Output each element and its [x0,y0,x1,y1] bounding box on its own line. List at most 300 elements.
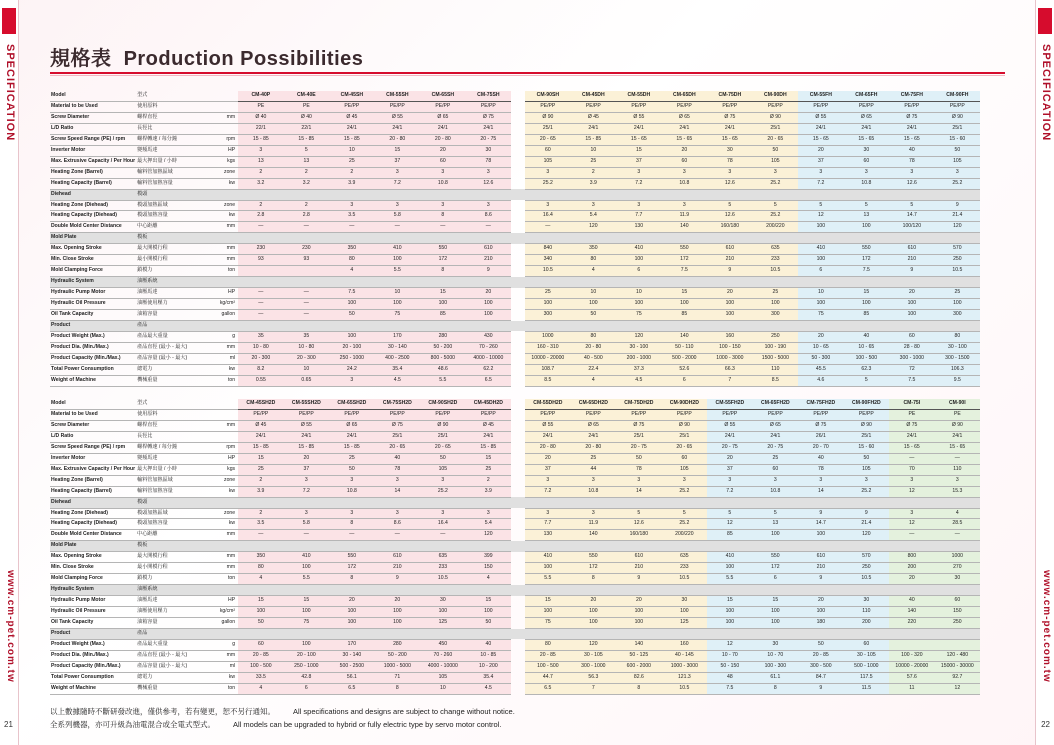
row-label-en: Min. Close Stroke [50,563,136,574]
row-label-zh: 變頻馬達 [136,453,208,464]
table-row [50,661,980,672]
table-row [50,596,980,607]
table-row [50,683,980,694]
row-label-zh: 螺桿轉速 / 每分鐘 [136,442,208,453]
model-header: CM-90FH2D [844,399,890,409]
spec-cell: 1000 [525,331,571,342]
model-header: CM-55SH2D [284,399,330,409]
column-gap [511,563,525,574]
spec-cell: 30 [466,145,512,156]
spec-cell [329,497,375,508]
row-label-zh: 油壓系統 [136,277,208,288]
spec-cell: 56.3 [571,672,617,683]
row-label-zh: 最小開模行程 [136,255,208,266]
spec-cell: 210 [375,563,421,574]
spec-cell [935,321,981,332]
spec-cell: 280 [375,639,421,650]
spec-cell: 78 [466,156,512,167]
spec-cell: 10.8 [662,178,708,189]
row-label-zh: 最大押出量 / 小時 [136,156,208,167]
row-label-zh: 產品容量 (最小 - 最大) [136,353,208,364]
spec-cell [238,277,284,288]
spec-cell: 100 [707,618,753,629]
spec-cell: 25 [329,453,375,464]
spec-cell: 150 [466,563,512,574]
spec-cell: 100 [284,607,330,618]
spec-cell: 1000 [935,552,981,563]
row-label-zh: 模頭 [136,189,208,200]
spec-cell: Ø 90 [935,420,981,431]
spec-cell: 20 [798,331,844,342]
spec-cell [753,585,799,596]
table-row [50,211,980,222]
table-row [50,310,980,321]
spec-cell: 10 [375,288,421,299]
column-gap [511,277,525,288]
spec-cell: Ø 90 [935,112,981,123]
row-unit: zone [208,167,238,178]
spec-cell: 20 - 85 [798,650,844,661]
spec-cell: 25 [935,288,981,299]
spec-cell [616,233,662,244]
spec-cell: 2 [238,475,284,486]
spec-cell: 20 - 100 [284,650,330,661]
spec-cell: 10000 - 20000 [889,661,935,672]
row-unit: kw [208,178,238,189]
spec-cell: 100 [571,299,617,310]
spec-cell: 100 [466,299,512,310]
table-row [50,222,980,233]
spec-cell: 12.6 [707,178,753,189]
spec-cell: — [525,222,571,233]
row-label-zh: 油壓使用壓力 [136,607,208,618]
spec-cell: 140 [662,222,708,233]
row-unit [208,585,238,596]
spec-cell: 172 [753,563,799,574]
spec-cell: 20 - 80 [571,442,617,453]
spec-cell: 12.6 [466,178,512,189]
spec-cell: 100 - 320 [889,650,935,661]
spec-cell: 610 [798,552,844,563]
model-header: CM-55FH [798,91,844,101]
spec-cell [375,233,421,244]
spec-cell: PE [889,409,935,420]
spec-cell: 4 [571,266,617,277]
page-number-right: 22 [1041,720,1050,729]
spec-cell [662,321,708,332]
spec-cell [662,497,708,508]
spec-cell: 57.6 [889,672,935,683]
spec-cell: 80 [238,563,284,574]
spec-cell: 15 - 85 [329,442,375,453]
spec-cell: 10.5 [525,266,571,277]
spec-cell: 6 [662,375,708,386]
table-row [50,399,980,409]
spec-cell [753,233,799,244]
row-label-en: Total Power Consumption [50,364,136,375]
spec-cell: 40 [889,596,935,607]
spec-cell: 5 [798,200,844,211]
spec-cell: 410 [525,552,571,563]
spec-cell: 12.6 [707,211,753,222]
spec-cell [466,541,512,552]
spec-cell: 20 [707,453,753,464]
spec-cell: 10 [571,145,617,156]
spec-cell: 300 [935,310,981,321]
spec-cell [284,541,330,552]
spec-cell [844,629,890,640]
spec-cell: 15 [844,288,890,299]
spec-cell: 10 - 70 [753,650,799,661]
spec-cell: 8 [375,683,421,694]
spec-cell: 105 [420,464,466,475]
model-header: CM-55FH2D [707,399,753,409]
spec-cell: 80 [329,255,375,266]
column-gap [511,639,525,650]
row-label-zh: 長徑比 [136,123,208,134]
spec-cell: 60 [662,453,708,464]
spec-cell: 12.6 [889,178,935,189]
row-label-en: Heating Capacity (Diehead) [50,519,136,530]
spec-cell: 20 [889,574,935,585]
spec-cell: 25/1 [753,123,799,134]
spec-cell: 14 [375,486,421,497]
spec-cell: 35.4 [375,364,421,375]
row-label-en: Mold Plate [50,233,136,244]
spec-cell: Ø 90 [420,420,466,431]
model-header: CM-65SH [420,91,466,101]
row-unit: kw [208,519,238,530]
spec-cell: 100 [616,607,662,618]
spec-cell: 15 [238,453,284,464]
spec-cell [571,189,617,200]
model-header: CM-40E [284,91,330,101]
spec-cell: 3 [571,508,617,519]
row-label-zh: 模板 [136,541,208,552]
spec-cell: 3 [375,508,421,519]
spec-cell [889,629,935,640]
spec-cell: 10.5 [662,683,708,694]
spec-cell: 80 [571,255,617,266]
spec-cell: 40 - 500 [571,353,617,364]
spec-cell: 24.2 [329,364,375,375]
table-row [50,420,980,431]
spec-cell: 3 [616,167,662,178]
table-row [50,519,980,530]
spec-cell: 15 - 85 [284,134,330,145]
spec-cell: 100 [662,299,708,310]
spec-cell: 233 [753,255,799,266]
spec-cell: 6 [284,683,330,694]
spec-cell [329,541,375,552]
spec-cell: Ø 75 [707,112,753,123]
spec-cell: — [238,530,284,541]
page-title-en: Production Possibilities [123,48,364,70]
left-side-strip [0,0,19,745]
spec-cell: 15 [466,453,512,464]
row-unit: mm [208,552,238,563]
spec-cell: 10000 - 20000 [525,353,571,364]
spec-cell: 5 [662,508,708,519]
table-row [50,431,980,442]
table-row [50,266,980,277]
spec-cell: 100 [525,607,571,618]
spec-cell: 5.8 [284,519,330,530]
spec-cell: Ø 45 [329,112,375,123]
spec-cell: 100 [616,299,662,310]
spec-cell: 30 - 100 [935,342,981,353]
spec-cell: 280 [420,331,466,342]
spec-cell [707,321,753,332]
spec-cell: 100 [375,255,421,266]
spec-cell: 4 [238,574,284,585]
table-row [50,200,980,211]
table-row [50,364,980,375]
table-row [50,453,980,464]
spec-cell [284,585,330,596]
spec-cell [525,233,571,244]
model-header: CM-65DH [662,91,708,101]
spec-cell: 40 [889,145,935,156]
spec-cell: 3 [525,508,571,519]
spec-cell: 50 [420,453,466,464]
spec-cell: 2 [284,167,330,178]
column-gap [511,222,525,233]
spec-cell: 100 [798,607,844,618]
spec-cell: 15 - 65 [616,134,662,145]
spec-cell: 250 [844,563,890,574]
spec-cell: 5 [844,375,890,386]
spec-cell: 50 [329,310,375,321]
spec-cell: 106.3 [935,364,981,375]
spec-cell [844,189,890,200]
spec-cell [662,189,708,200]
right-url-label[interactable]: www.cm-pet.com.tw [1041,570,1052,683]
spec-cell: 1000 - 3000 [662,661,708,672]
spec-cell: 10 - 85 [466,650,512,661]
footer-note-1 [50,706,515,717]
spec-cell [284,189,330,200]
spec-cell: 20 [662,145,708,156]
row-label-zh: 產品容量 (最小 - 最大) [136,661,208,672]
model-header: CM-75DH [707,91,753,101]
spec-cell: 105 [935,156,981,167]
spec-cell: 1000 - 3000 [707,353,753,364]
column-gap [511,453,525,464]
spec-cell: 3 [525,200,571,211]
spec-cell: 7.2 [284,486,330,497]
row-unit: mm [208,530,238,541]
spec-cell: 20 [889,288,935,299]
spec-cell [935,233,981,244]
spec-cell: 100 [571,618,617,629]
spec-cell [571,497,617,508]
row-label-zh: 總電力 [136,364,208,375]
spec-cell: 3 [329,475,375,486]
spec-cell: 24/1 [707,431,753,442]
column-gap [511,112,525,123]
spec-cell: — [935,530,981,541]
spec-cell: 100 [707,563,753,574]
spec-cell: PE/PP [375,101,421,112]
model-header: CM-75DH2D [616,399,662,409]
spec-cell: 100 [798,299,844,310]
spec-cell: Ø 75 [889,112,935,123]
spec-cell: 20 - 85 [238,650,284,661]
table-row [50,277,980,288]
spec-cell: 7.2 [707,486,753,497]
column-gap [511,475,525,486]
row-label-en: Oil Tank Capacity [50,618,136,629]
spec-cell: Ø 75 [375,420,421,431]
spec-cell: 7.5 [662,266,708,277]
spec-cell: 10 - 65 [798,342,844,353]
row-label-zh: 使用原料 [136,409,208,420]
row-unit: HP [208,596,238,607]
spec-cell [466,233,512,244]
spec-cell [844,541,890,552]
spec-cell: 410 [284,552,330,563]
spec-cell: 30 [662,596,708,607]
spec-cell: PE/PP [329,409,375,420]
left-red-tab [2,8,16,34]
spec-cell [935,497,981,508]
spec-cell: 5 [707,508,753,519]
spec-cell: 150 [935,607,981,618]
spec-cell: 26/1 [798,431,844,442]
page-title-zh: 規格表 [50,48,112,70]
spec-cell: PE/PP [616,101,662,112]
spec-cell: 8.2 [238,364,284,375]
footer-note-2-zh: 全系列機器，亦可升級為油電混合或全電式型式。 [50,720,215,729]
spec-cell: 100 [616,618,662,629]
row-label-zh: 最大押出量 / 小時 [136,464,208,475]
spec-cell: 24/1 [284,431,330,442]
spec-cell: 200/220 [753,222,799,233]
spec-cell: 48 [707,672,753,683]
table-row [50,541,980,552]
row-unit [208,101,238,112]
spec-cell: 172 [571,563,617,574]
spec-cell: 140 [571,530,617,541]
row-label-en: Heating Zone (Barrel) [50,475,136,486]
spec-cell: 550 [753,552,799,563]
spec-cell: 3 [329,200,375,211]
spec-cell [707,541,753,552]
column-gap [511,596,525,607]
spec-cell: Ø 55 [616,112,662,123]
spec-cell: 3 [466,167,512,178]
spec-cell: 85 [662,310,708,321]
spec-cell: 130 [616,222,662,233]
row-label-zh: 最小開模行程 [136,563,208,574]
column-gap [511,585,525,596]
spec-cell: 100 [420,299,466,310]
spec-cell: 9.5 [935,375,981,386]
spec-cell [525,541,571,552]
row-label-en: Heating Zone (Barrel) [50,167,136,178]
spec-cell: 3 [466,200,512,211]
spec-cell: — [329,530,375,541]
left-url-label[interactable]: www.cm-pet.com.tw [5,570,16,683]
column-gap [511,530,525,541]
spec-cell: 125 [662,618,708,629]
spec-cell: 410 [707,552,753,563]
spec-cell: PE/PP [707,101,753,112]
row-unit [208,431,238,442]
row-label-zh: 鎖模力 [136,266,208,277]
spec-cell: Ø 55 [284,420,330,431]
spec-cell: 15 - 85 [238,134,284,145]
spec-cell: 100 - 300 [753,661,799,672]
spec-cell: 3 [662,200,708,211]
spec-cell [798,321,844,332]
spec-cell: 100 [798,255,844,266]
spec-cell [375,497,421,508]
spec-cell: 2 [238,508,284,519]
row-label-en: Total Power Consumption [50,672,136,683]
row-label-en: Hydraulic Pump Motor [50,288,136,299]
spec-cell [525,189,571,200]
table-row [50,607,980,618]
spec-cell: 25/1 [662,431,708,442]
row-label-zh: 產品 [136,629,208,640]
column-gap [511,375,525,386]
row-label-zh: 產品 [136,321,208,332]
spec-cell: 1500 - 5000 [753,353,799,364]
row-label-zh: 模板 [136,233,208,244]
spec-cell: 125 [420,618,466,629]
spec-cell [420,189,466,200]
spec-cell: 10.5 [662,574,708,585]
spec-cell: PE/PP [466,409,512,420]
column-gap [511,629,525,640]
spec-cell: 10.8 [420,178,466,189]
spec-cell: 399 [466,552,512,563]
spec-cell: — [935,453,981,464]
spec-cell: PE/PP [707,409,753,420]
spec-cell: PE/PP [420,409,466,420]
model-header: CM-90DH [753,91,799,101]
spec-cell: 350 [238,552,284,563]
spec-cell: 10 [616,288,662,299]
spec-cell: 20 - 80 [525,442,571,453]
column-gap [511,134,525,145]
spec-cell: 3 [935,475,981,486]
spec-cell: 13 [284,156,330,167]
spec-cell: 3 [284,475,330,486]
spec-cell: 20 - 75 [707,442,753,453]
column-gap [511,233,525,244]
spec-cell: 85 [420,310,466,321]
spec-cell: 20 - 100 [329,342,375,353]
spec-cell: 10.5 [753,266,799,277]
spec-cell: 20 [616,596,662,607]
spec-cell: 100 [889,299,935,310]
spec-cell: 3 [889,508,935,519]
spec-cell [329,189,375,200]
page-title [50,42,363,71]
spec-cell: 5 [616,508,662,519]
spec-cell: 10.5 [935,266,981,277]
right-red-tab [1038,8,1052,34]
column-gap [511,552,525,563]
spec-cell: 10.8 [844,178,890,189]
spec-cell: 100 [329,607,375,618]
spec-cell: 105 [420,672,466,683]
spec-cell [329,277,375,288]
row-label-en: Weight of Machine [50,375,136,386]
